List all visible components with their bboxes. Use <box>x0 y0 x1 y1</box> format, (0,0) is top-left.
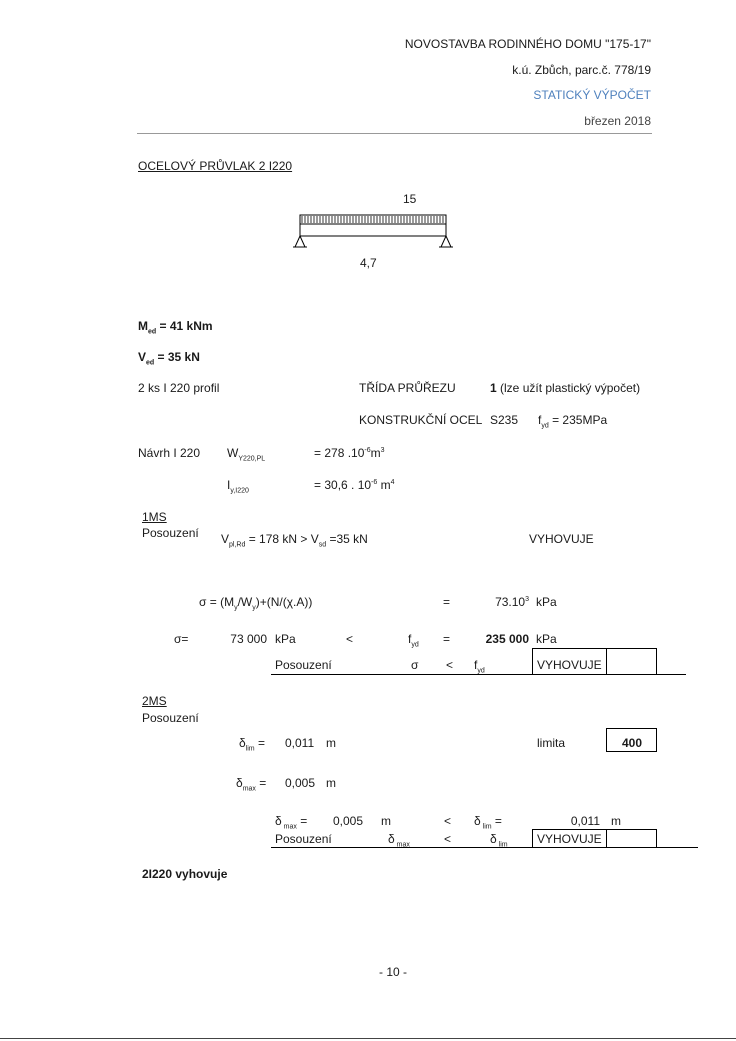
sigma-eq2: = <box>443 632 451 646</box>
moment-of-inertia-value: = 30,6 . $10^{-6}$ $m^4$ <box>314 478 395 492</box>
cmp-delta-max-value: 0,005 <box>333 814 364 828</box>
sigma-lt: < <box>346 632 354 646</box>
header-date: březen 2018 <box>584 114 651 128</box>
cmp-delta-max-unit: m <box>381 814 391 828</box>
section-modulus-value: = 278 $.10^{-6}m^3$ <box>314 446 385 460</box>
sigma-value: 73 000 <box>230 632 267 646</box>
limita-label: limita <box>537 736 566 750</box>
moment-of-inertia-symbol: $I_{y,I220}$ <box>227 478 249 495</box>
shear-ved: $V_{ed} = 35$ kN <box>138 350 200 367</box>
sigma-eq1: = <box>443 595 451 609</box>
beam-span-label: 4,7 <box>360 256 377 270</box>
delta-lim-symbol: $\delta_{lim}$ = <box>239 736 265 753</box>
delta-max-symbol: $\delta_{max}$ = <box>236 776 267 793</box>
sigma-value1: 73.10$^3$ <box>495 595 529 609</box>
beam-diagram <box>290 210 460 254</box>
delta-max-value: 0,005 <box>285 776 316 790</box>
sigma-unit2: kPa <box>536 632 557 646</box>
delta-max-unit: m <box>326 776 336 790</box>
cmp-delta-lim-unit: m <box>611 814 621 828</box>
ms1-shear-check: $V_{pl,Rd} = 178$ kN > $V_{sd} =35$ kN <box>221 532 368 549</box>
page-bottom-edge <box>0 1038 736 1039</box>
deflection-row-dlim: δ $_{lim}$ <box>490 832 508 849</box>
sigma-unit: kPa <box>275 632 296 646</box>
sigma-row-result: VYHOVUJE <box>537 658 602 672</box>
delta-lim-value: 0,011 <box>285 736 315 750</box>
deflection-row-posouzeni: Posouzení <box>275 832 332 846</box>
deflection-result-divider <box>606 829 607 847</box>
section-class-label: TŘÍDA PRŮŘEZU <box>359 381 456 395</box>
steel-grade: S235 <box>490 413 519 427</box>
header-location: k.ú. Zbůch, parc.č. 778/19 <box>512 63 651 77</box>
deflection-row-result: VYHOVUJE <box>537 832 602 846</box>
deflection-row-lt: < <box>444 832 452 846</box>
section-modulus-symbol: $W_{Y220,PL}$ <box>227 446 266 463</box>
cmp-lt: < <box>444 814 452 828</box>
ms1-posouzeni: Posouzení <box>142 526 199 540</box>
ms2-heading: 2MS <box>142 694 167 708</box>
sigma-row-fyd: $f_{yd}$ <box>474 658 485 675</box>
design-label: Návrh I 220 <box>138 446 201 460</box>
sigma-result-divider <box>606 648 607 674</box>
sigma-row-lt: < <box>446 658 454 672</box>
header-project: NOVOSTAVBA RODINNÉHO DOMU "175-17" <box>404 37 651 51</box>
beam-load-label: 15 <box>403 192 417 206</box>
sigma-label: σ= <box>174 632 189 646</box>
header-divider <box>137 133 652 134</box>
header-document-type: STATICKÝ VÝPOČET <box>533 88 651 102</box>
moment-med: $M_{ed} = 41$ kNm <box>138 319 213 336</box>
steel-label: KONSTRUKČNÍ OCEL <box>359 413 483 427</box>
cmp-delta-max: δ $_{max}$ = <box>275 814 308 831</box>
sigma-fyd-symbol: $f_{yd}$ <box>408 632 419 649</box>
page-number: - 10 - <box>379 965 408 979</box>
conclusion: 2I220 vyhovuje <box>142 867 228 881</box>
sigma-row-sigma: σ <box>411 658 419 672</box>
delta-lim-unit: m <box>326 736 336 750</box>
ms2-posouzeni: Posouzení <box>142 711 199 725</box>
sigma-unit1: kPa <box>536 595 557 609</box>
ms1-heading: 1MS <box>142 510 167 524</box>
sigma-fyd-value: 235 000 <box>485 632 529 646</box>
section-title: OCELOVÝ PRŮVLAK 2 I220 <box>138 159 293 173</box>
fyd-value: $f_{yd} = 235MPa$ <box>538 413 608 430</box>
section-class-value: 1 (lze užít plastický výpočet) <box>490 381 641 395</box>
ms1-result: VYHOVUJE <box>529 532 594 546</box>
deflection-row-dmax: δ $_{max}$ <box>388 832 410 849</box>
cmp-delta-lim: δ $_{lim}$ = <box>474 814 502 831</box>
profile-count: 2 ks I 220 profil <box>138 381 220 395</box>
sigma-formula: $\sigma = (M_y/W_y)+(N/(\chi.A))$ <box>199 595 313 612</box>
cmp-delta-lim-value: 0,011 <box>570 814 600 828</box>
limita-value: 400 <box>621 736 642 750</box>
sigma-row-posouzeni: Posouzení <box>275 658 332 672</box>
